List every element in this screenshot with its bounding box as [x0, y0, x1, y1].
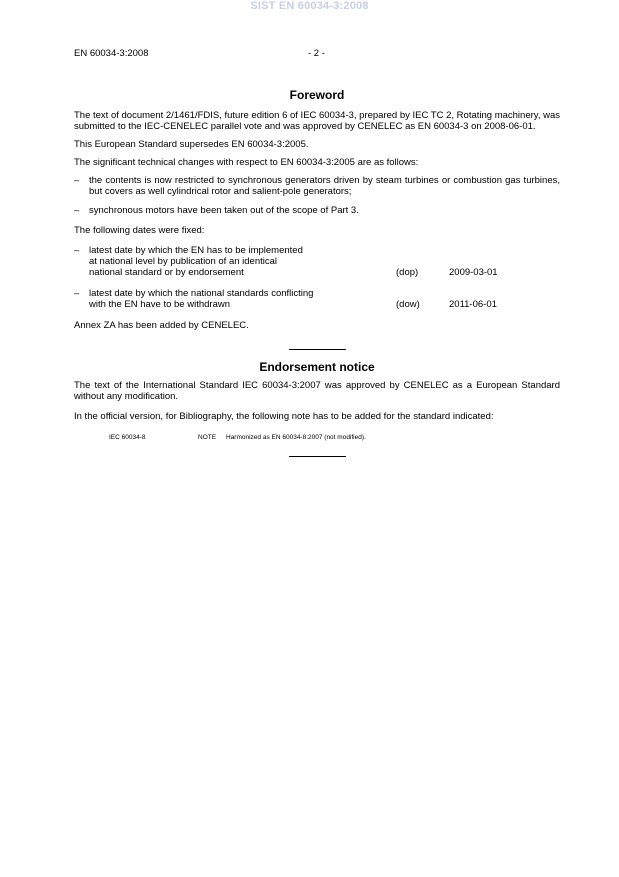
date-value-dow: 2011-06-01 [449, 299, 497, 310]
date-description-line: national standard or by endorsement [89, 267, 244, 278]
document-id: EN 60034-3:2008 [74, 48, 149, 59]
date-description-line: latest date by which the EN has to be implemented [89, 245, 303, 256]
section-divider [289, 456, 346, 457]
change-text-2: synchronous motors have been taken out of the scope of Part 3. [89, 205, 359, 216]
date-description-line: with the EN have to be withdrawn [89, 299, 230, 310]
bibliography-note [74, 434, 560, 442]
page-header [74, 48, 560, 62]
change-item-2 [74, 205, 560, 216]
date-row-dow [74, 288, 560, 310]
date-description-dow [89, 288, 396, 310]
endorsement-paragraph-2: In the official version, for Bibliography, the following note has to be added for the standard indicated: [74, 411, 494, 422]
dash-bullet: – [74, 175, 80, 186]
change-text-1: the contents is now restricted to synchronous generators driven by steam turbines or combustion gas turbines, but covers as well cylindrical rotor and salient-pole generators; [89, 175, 560, 197]
section-divider [289, 349, 346, 350]
dash-bullet: – [74, 288, 80, 299]
page-content [74, 88, 560, 457]
dash-bullet: – [74, 205, 80, 216]
dash-bullet: – [74, 245, 80, 256]
change-item-1 [74, 175, 560, 197]
date-description-line: at national level by publication of an identical [89, 256, 278, 267]
endorsement-title: Endorsement notice [259, 360, 375, 374]
note-text: Harmonized as EN 60034-8:2007 (not modified). [226, 434, 366, 441]
foreword-paragraph-3: The significant technical changes with respect to EN 60034-3:2005 are as follows: [74, 157, 419, 168]
note-label: NOTE [198, 434, 217, 441]
date-abbr-dow: (dow) [396, 299, 420, 310]
foreword-paragraph-1: The text of document 2/1461/FDIS, future edition 6 of IEC 60034-3, prepared by IEC TC 2, Rotating machinery, was submitted to the IEC-CENELEC parallel vote and was approved by CENELEC as EN 60034-3 on 2008-06-01. [74, 110, 560, 132]
watermark: SIST EN 60034-3:2008 [250, 0, 369, 12]
foreword-paragraph-2: This European Standard supersedes EN 60034-3:2005. [74, 139, 309, 150]
dates-intro: The following dates were fixed: [74, 225, 205, 236]
date-description-line: latest date by which the national standards conflicting [89, 288, 314, 299]
date-row-dop [74, 245, 560, 278]
date-abbr-dop: (dop) [396, 267, 419, 278]
note-reference: IEC 60034-8 [109, 434, 146, 441]
date-value-dop: 2009-03-01 [449, 267, 498, 278]
foreword-title: Foreword [289, 88, 345, 102]
date-description-dop [89, 245, 396, 278]
annex-note: Annex ZA has been added by CENELEC. [74, 320, 249, 331]
endorsement-paragraph-1: The text of the International Standard IEC 60034-3:2007 was approved by CENELEC as a European Standard without any modification. [74, 380, 560, 402]
page-number: - 2 - [308, 48, 325, 59]
